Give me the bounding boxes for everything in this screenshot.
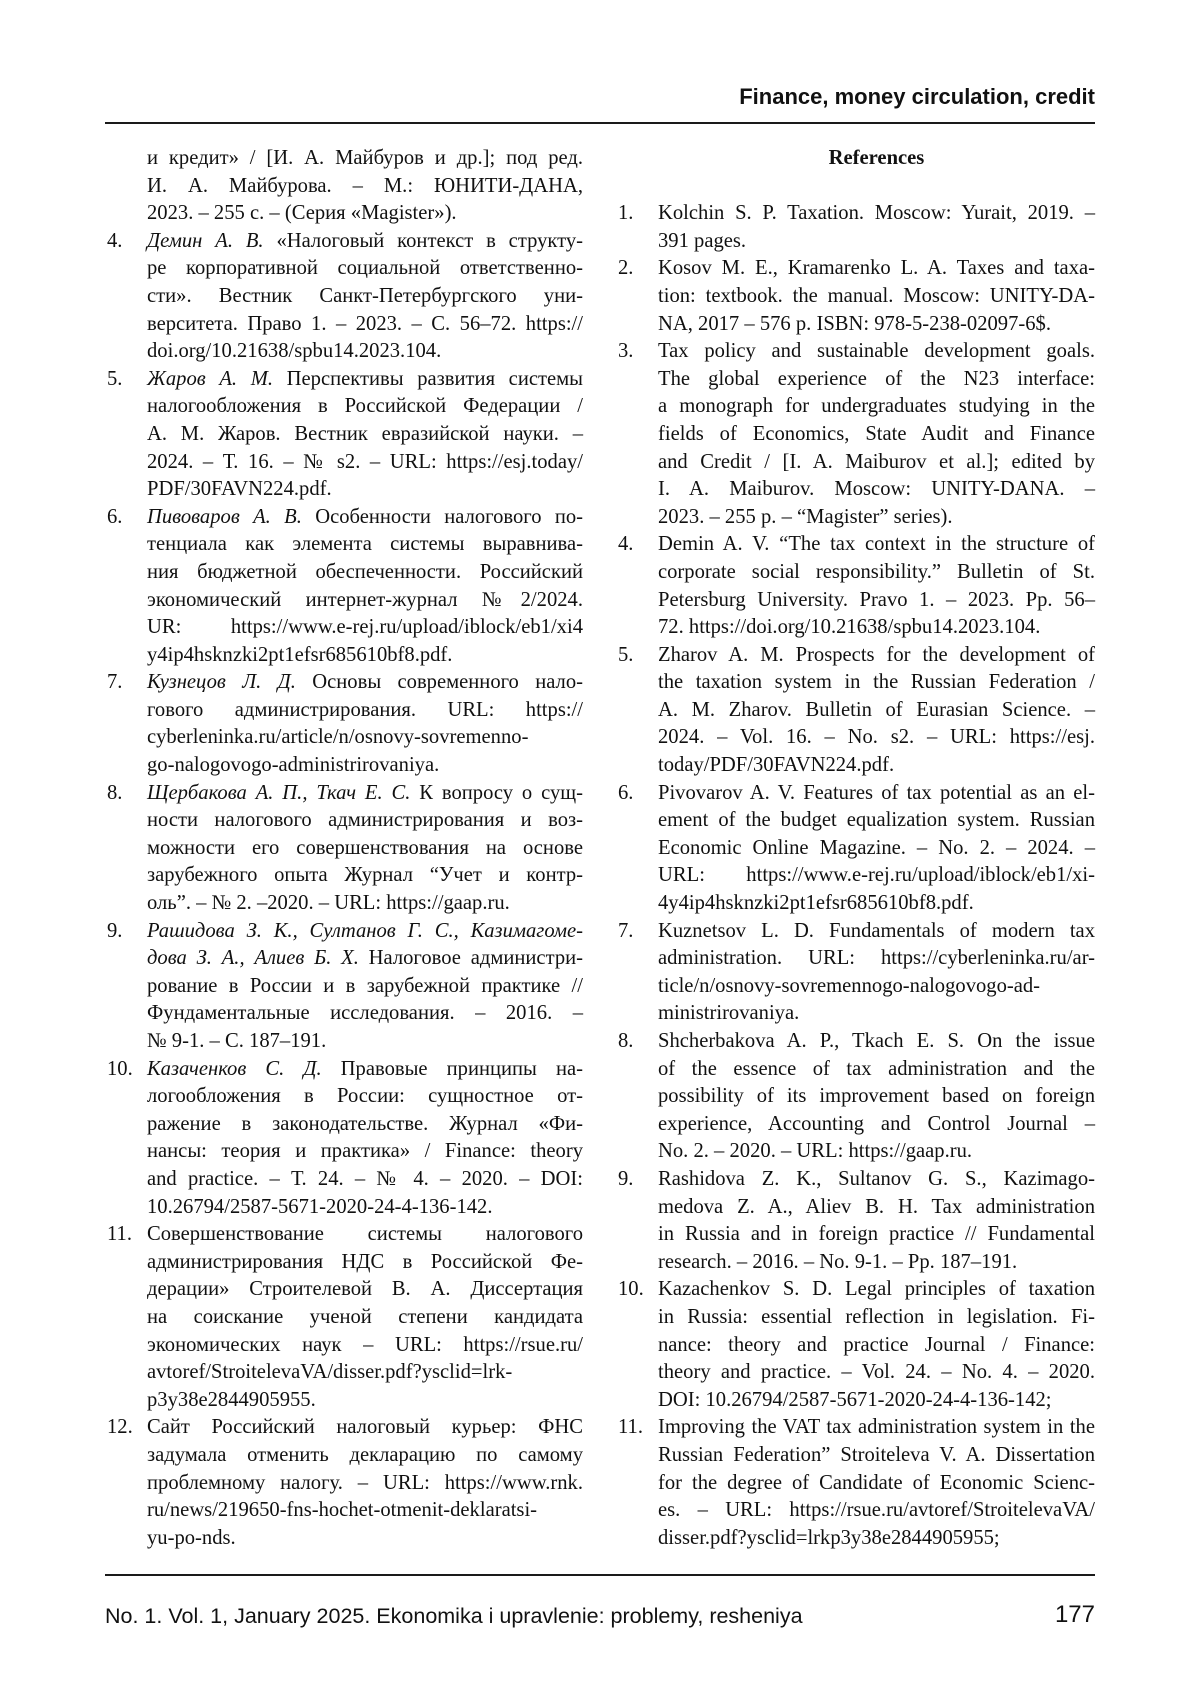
reference-item xyxy=(616,338,1095,531)
reference-item xyxy=(105,366,583,504)
reference-line: 391 pages. xyxy=(658,229,747,252)
reference-line: yu-po-nds. xyxy=(147,1526,236,1549)
reference-text: Правовые принципы на- xyxy=(321,1057,583,1080)
reference-line xyxy=(147,945,583,973)
reference-item xyxy=(616,780,1095,918)
reference-item xyxy=(105,780,583,918)
left-column-references-russian xyxy=(105,145,583,1552)
reference-line: 2024. – Т. 16. – № s2. – URL: https://esj.today/ xyxy=(147,450,583,473)
reference-line: I. A. Maiburov. Moscow: UNITY-DANA. – xyxy=(658,478,1095,501)
reference-item xyxy=(105,504,583,670)
reference-line: Zharov A. M. Prospects for the development of xyxy=(658,643,1095,666)
reference-line: Shcherbakova A. P., Tkach E. S. On the issue xyxy=(658,1030,1095,1052)
reference-item xyxy=(105,1414,583,1552)
reference-number: 8. xyxy=(618,1030,634,1052)
reference-line: логообложения в России: сущностное от- xyxy=(147,1085,583,1108)
reference-line: PDF/30FAVN224.pdf. xyxy=(147,478,332,501)
reference-line: The global experience of the N23 interface: xyxy=(658,367,1095,390)
reference-line: for the degree of Candidate of Economic Scienc- xyxy=(658,1471,1095,1494)
footer-divider xyxy=(105,1574,1095,1576)
reference-line: можности его совершенствования на основе xyxy=(147,836,583,859)
reference-line: of the essence of tax administration and the xyxy=(658,1057,1095,1080)
reference-line: А. М. Жаров. Вестник евразийской науки. – xyxy=(147,422,583,445)
reference-line: И. А. Майбурова. – М.: ЮНИТИ-ДАНА, xyxy=(147,174,583,197)
reference-number: 11. xyxy=(107,1223,132,1246)
reference-text: Перспективы развития системы xyxy=(273,367,583,390)
reference-line: и кредит» / [И. А. Майбуров и др.]; под ред. xyxy=(147,147,583,169)
reference-line: гового администрирования. URL: https:// xyxy=(147,698,583,721)
reference-line: fields of Economics, State Audit and Finance xyxy=(658,422,1095,445)
reference-item xyxy=(616,1276,1095,1414)
references-heading: References xyxy=(828,147,925,169)
reference-number: 5. xyxy=(618,643,634,666)
reference-number: 11. xyxy=(618,1416,643,1439)
reference-line: тенциала как элемента системы выравнива- xyxy=(147,533,583,556)
reference-item xyxy=(616,531,1095,641)
reference-line: налогообложения в Российской Федерации / xyxy=(147,395,583,418)
reference-line: ражение в законодательстве. Журнал «Фи- xyxy=(147,1112,583,1135)
reference-item xyxy=(105,669,583,779)
reference-line: 2023. – 255 p. – “Magister” series). xyxy=(658,505,953,528)
reference-text: Особенности налогового по- xyxy=(301,505,583,528)
reference-line xyxy=(147,1056,583,1084)
reference-line xyxy=(147,366,583,394)
reference-number: 2. xyxy=(618,257,634,280)
reference-line: p3y38e2844905955. xyxy=(147,1388,316,1411)
reference-line: 10.26794/2587-5671-2020-24-4-136-142. xyxy=(147,1195,493,1218)
reference-line: Сайт Российский налоговый курьер: ФНС xyxy=(147,1416,583,1439)
reference-text: Налоговое администри- xyxy=(358,947,583,970)
reference-number: 7. xyxy=(107,671,123,694)
reference-author: Рашидова З. К., Султанов Г. С., Казимагоме- xyxy=(147,919,583,942)
reference-line: nance: theory and practice Journal / Finance: xyxy=(658,1333,1095,1356)
reference-line: ru/news/219650-fns-hochet-otmenit-deklaratsi- xyxy=(147,1499,538,1522)
reference-text: Основы современного нало- xyxy=(295,671,583,694)
reference-number: 6. xyxy=(107,505,123,528)
reference-item xyxy=(616,255,1095,338)
reference-line: 2024. – Vol. 16. – No. s2. – URL: https://esj. xyxy=(658,726,1095,749)
reference-item xyxy=(616,1166,1095,1276)
reference-number: 10. xyxy=(107,1057,133,1080)
reference-number: 7. xyxy=(618,919,634,942)
reference-line xyxy=(147,669,583,697)
reference-line: corporate social responsibility.” Bulletin of St. xyxy=(658,560,1095,583)
reference-line: Demin A. V. “The tax context in the structure of xyxy=(658,533,1095,556)
reference-line: tion: textbook. the manual. Moscow: UNITY-DA- xyxy=(658,284,1095,307)
reference-line: doi.org/10.21638/spbu14.2023.104. xyxy=(147,340,442,363)
reference-line: Совершенствование системы налогового xyxy=(147,1223,583,1246)
right-column-references-english xyxy=(616,145,1095,1552)
reference-line: ния бюджетной обеспеченности. Российский xyxy=(147,560,583,583)
reference-line xyxy=(147,228,583,256)
reference-line: ре корпоративной социальной ответственно- xyxy=(147,257,583,280)
reference-number: 10. xyxy=(618,1278,644,1301)
reference-line: es. – URL: https://rsue.ru/avtoref/StroitelevaVA/ xyxy=(658,1499,1095,1522)
reference-number: 4. xyxy=(618,533,634,556)
reference-line: URL: https://www.e-rej.ru/upload/iblock/eb1/xi- xyxy=(658,864,1095,887)
reference-line: верситета. Право 1. – 2023. – С. 56–72. https:// xyxy=(147,312,583,335)
reference-line: Tax policy and sustainable development goals. xyxy=(658,340,1095,363)
reference-line: and practice. – Т. 24. – № 4. – 2020. – DOI: xyxy=(147,1167,583,1190)
reference-number: 3. xyxy=(618,340,634,363)
reference-line: № 9-1. – С. 187–191. xyxy=(147,1030,327,1052)
reference-item xyxy=(105,145,583,228)
reference-line xyxy=(147,780,583,808)
reference-line xyxy=(147,918,583,946)
reference-line: ministrirovaniya. xyxy=(658,1002,800,1025)
reference-line: avtoref/StroitelevaVA/disser.pdf?ysclid=lrk- xyxy=(147,1361,513,1384)
reference-line: in Russia and in foreign practice // Fundamental xyxy=(658,1223,1095,1246)
reference-line: оль”. – № 2. –2020. – URL: https://gaap.ru. xyxy=(147,892,510,915)
reference-item xyxy=(616,200,1095,255)
reference-item xyxy=(105,1056,583,1222)
reference-line: администрирования НДС в Российской Фе- xyxy=(147,1250,583,1273)
reference-line: ement of the budget equalization system. Russian xyxy=(658,809,1095,832)
reference-number: 9. xyxy=(618,1167,634,1190)
reference-text: «Налоговый контекст в структу- xyxy=(263,229,584,252)
reference-line: A. M. Zharov. Bulletin of Eurasian Science. – xyxy=(658,698,1095,721)
reference-line: Russian Federation” Stroiteleva V. A. Dissertation xyxy=(658,1443,1095,1466)
reference-line: 2023. – 255 с. – (Серия «Magister»). xyxy=(147,202,457,225)
reference-line: Kolchin S. P. Taxation. Moscow: Yurait, 2019. – xyxy=(658,202,1095,225)
reference-number: 6. xyxy=(618,781,634,804)
reference-line: a monograph for undergraduates studying in the xyxy=(658,395,1095,418)
reference-line: нансы: теория и практика» / Finance: theory xyxy=(147,1140,583,1163)
reference-line: Petersburg University. Pravo 1. – 2023. Pp. 56– xyxy=(658,588,1095,611)
reference-line: зарубежного опыта Журнал “Учет и контр- xyxy=(147,864,583,887)
reference-line: administration. URL: https://cyberleninka.ru/ar- xyxy=(658,947,1095,970)
reference-item xyxy=(616,642,1095,780)
reference-line: на соискание ученой степени кандидата xyxy=(147,1305,583,1328)
reference-line: UR: https://www.e-rej.ru/upload/iblock/eb1/xi4 xyxy=(147,616,583,639)
reference-line: disser.pdf?ysclid=lrkp3y38e2844905955; xyxy=(658,1526,1000,1549)
reference-author: Щербакова А. П., Ткач Е. С. xyxy=(147,781,411,804)
reference-line: Pivovarov A. V. Features of tax potential as an el- xyxy=(658,781,1095,804)
reference-item xyxy=(105,1221,583,1414)
reference-number: 8. xyxy=(107,781,123,804)
reference-line: possibility of its improvement based on foreign xyxy=(658,1085,1095,1108)
reference-line: cyberleninka.ru/article/n/osnovy-sovremenno- xyxy=(147,726,529,749)
running-header-section-title: Finance, money circulation, credit xyxy=(739,84,1095,109)
reference-number: 9. xyxy=(107,919,123,942)
reference-author: Кузнецов Л. Д. xyxy=(147,671,296,694)
reference-line: Kazachenkov S. D. Legal principles of taxation xyxy=(658,1278,1095,1301)
header-divider xyxy=(105,122,1095,124)
reference-number: 1. xyxy=(618,202,634,225)
reference-line: NA, 2017 – 576 p. ISBN: 978-5-238-02097-6$. xyxy=(658,312,1051,335)
reference-number: 4. xyxy=(107,229,123,252)
reference-line: and Credit / [I. A. Maiburov et al.]; edited by xyxy=(658,450,1095,473)
reference-author: Демин А. В. xyxy=(147,229,264,252)
reference-line: medova Z. A., Aliev B. H. Tax administration xyxy=(658,1195,1095,1218)
reference-line: рование в России и в зарубежной практике // xyxy=(147,974,583,997)
reference-line: today/PDF/30FAVN224.pdf. xyxy=(658,754,895,777)
reference-line: сти». Вестник Санкт-Петербургского уни- xyxy=(147,284,583,307)
reference-line: Rashidova Z. K., Sultanov G. S., Kazimago- xyxy=(658,1167,1095,1190)
reference-line: экономических наук – URL: https://rsue.ru/ xyxy=(147,1333,583,1356)
reference-item xyxy=(105,918,583,1056)
reference-item xyxy=(616,918,1095,1028)
reference-line: research. – 2016. – No. 9-1. – Pp. 187–191. xyxy=(658,1250,1018,1273)
reference-text: К вопросу о сущ- xyxy=(410,781,583,804)
reference-author: Пивоваров А. В. xyxy=(147,505,302,528)
reference-line: go-nalogovogo-administrirovaniya. xyxy=(147,754,440,777)
reference-line xyxy=(147,504,583,532)
reference-author: Жаров А. М. xyxy=(147,367,274,390)
reference-line: дерации» Строителевой В. А. Диссертация xyxy=(147,1278,583,1301)
reference-line: No. 2. – 2020. – URL: https://gaap.ru. xyxy=(658,1140,973,1163)
reference-line: задумала отменить декларацию по самому xyxy=(147,1443,583,1466)
reference-item xyxy=(105,228,583,366)
footer-journal-info: No. 1. Vol. 1, January 2025. Ekonomika i upravlenie: problemy, resheniya xyxy=(105,1604,803,1628)
reference-line: Фундаментальные исследования. – 2016. – xyxy=(147,1002,583,1025)
reference-line: ности налогового администрирования и воз- xyxy=(147,809,583,832)
reference-number: 12. xyxy=(107,1416,133,1439)
reference-item xyxy=(616,1414,1095,1552)
reference-line: DOI: 10.26794/2587-5671-2020-24-4-136-142; xyxy=(658,1388,1052,1411)
reference-line: y4ip4hsknzki2pt1efsr685610bf8.pdf. xyxy=(147,643,453,666)
reference-line: experience, Accounting and Control Journal – xyxy=(658,1112,1095,1135)
reference-line: in Russia: essential reflection in legislation. Fi- xyxy=(658,1305,1095,1328)
reference-line: ticle/n/osnovy-sovremennogo-nalogovogo-ad- xyxy=(658,974,1041,997)
reference-line: проблемному налогу. – URL: https://www.rnk. xyxy=(147,1471,583,1494)
reference-line: 4y4ip4hsknzki2pt1efsr685610bf8.pdf. xyxy=(658,892,974,915)
reference-line: Improving the VAT tax administration system in the xyxy=(658,1416,1095,1439)
reference-line: Kuznetsov L. D. Fundamentals of modern tax xyxy=(658,919,1095,942)
reference-number: 5. xyxy=(107,367,123,390)
reference-author: Казаченков С. Д. xyxy=(147,1057,322,1080)
reference-line: the taxation system in the Russian Federation / xyxy=(658,671,1095,694)
reference-line: Kosov M. E., Kramarenko L. A. Taxes and taxa- xyxy=(658,257,1095,280)
reference-item xyxy=(616,1028,1095,1166)
reference-line: 72. https://doi.org/10.21638/spbu14.2023.104. xyxy=(658,616,1041,639)
reference-line: экономический интернет-журнал №2/2024. xyxy=(147,588,583,611)
reference-line: theory and practice. – Vol. 24. – No. 4. – 2020. xyxy=(658,1361,1095,1384)
page-number: 177 xyxy=(1054,1601,1095,1628)
reference-author: дова З. А., Алиев Б. Х. xyxy=(147,947,359,970)
reference-line: Economic Online Magazine. – No. 2. – 2024. – xyxy=(658,836,1095,859)
